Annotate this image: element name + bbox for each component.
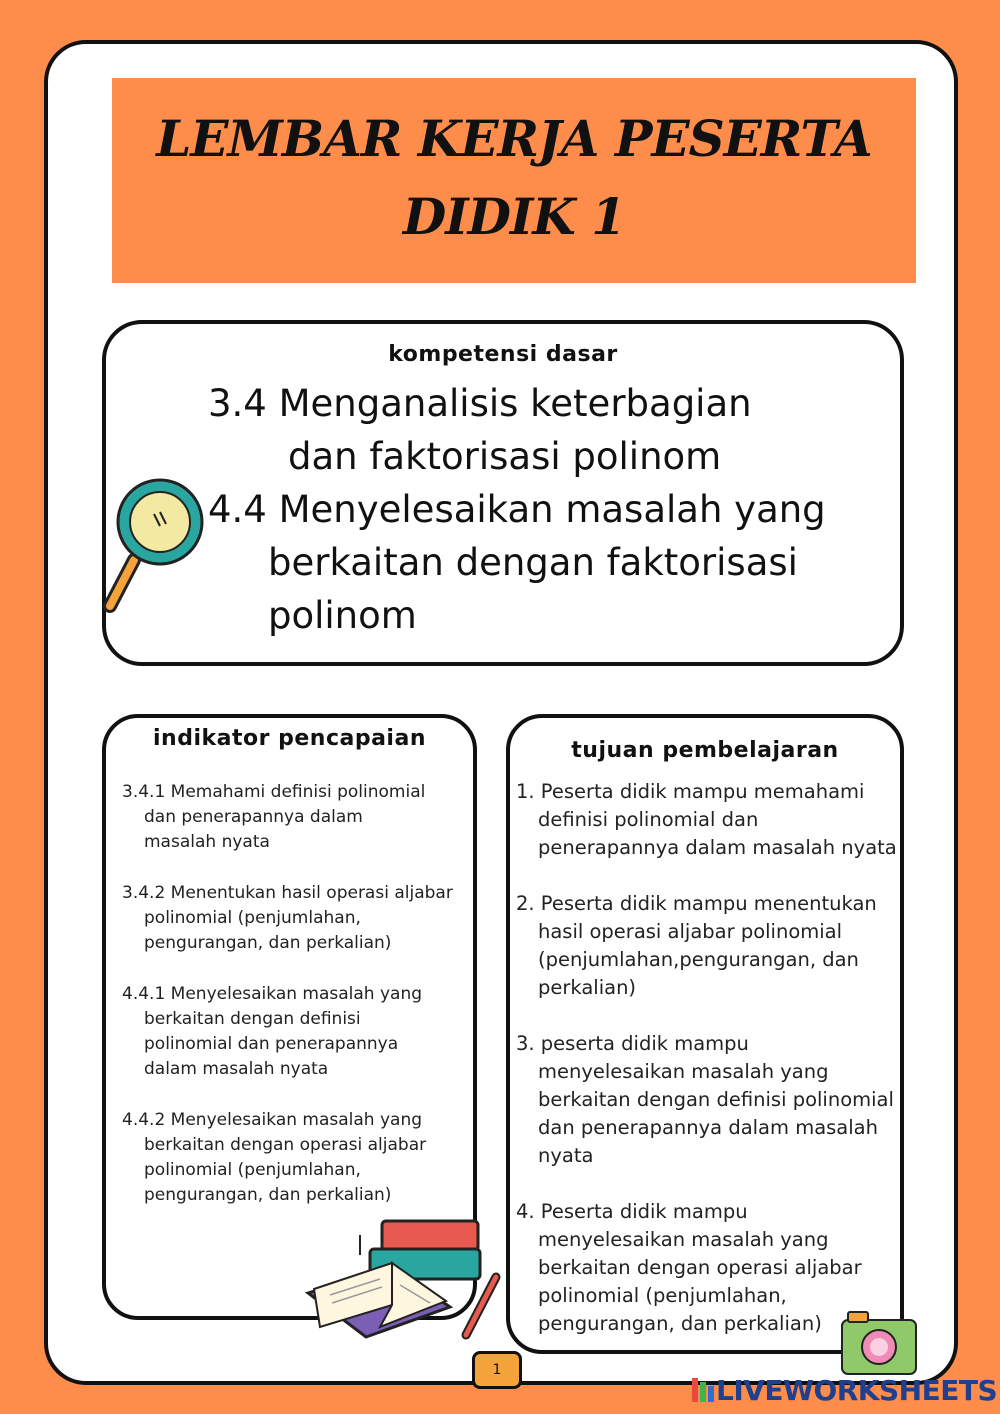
indikator-item <box>122 982 467 1082</box>
indikator-item <box>122 881 467 956</box>
indikator-text: berkaitan dengan definisi <box>144 1009 361 1029</box>
books-icon <box>300 1215 505 1345</box>
kompetensi-line: 4.4 Menyelesaikan masalah yang <box>208 488 826 531</box>
kompetensi-line: 3.4 Menganalisis keterbagian <box>208 382 752 425</box>
indikator-text: polinomial dan penerapannya <box>144 1034 399 1054</box>
indikator-text: masalah nyata <box>144 832 270 852</box>
tujuan-box <box>506 714 904 1354</box>
tujuan-text: penerapannya dalam masalah nyata <box>538 836 897 859</box>
tujuan-text: nyata <box>538 1144 594 1167</box>
page-number-badge: 1 <box>472 1351 522 1389</box>
tujuan-heading: tujuan pembelajaran <box>571 738 839 763</box>
indikator-text: Memahami definisi polinomial <box>170 782 426 802</box>
indikator-item <box>122 1108 467 1208</box>
liveworksheets-logo-icon <box>692 1378 714 1402</box>
indikator-text: pengurangan, dan perkalian) <box>144 933 392 953</box>
tujuan-text: berkaitan dengan operasi aljabar <box>538 1256 862 1279</box>
tujuan-text: polinomial (penjumlahan, <box>538 1284 787 1307</box>
indikator-text: dan penerapannya dalam <box>144 807 363 827</box>
kompetensi-line: berkaitan dengan faktorisasi <box>268 541 798 584</box>
indikator-text: Menyelesaikan masalah yang <box>170 984 423 1004</box>
magnifier-icon <box>100 478 212 618</box>
tujuan-text: perkalian) <box>538 976 637 999</box>
tujuan-item <box>516 1030 900 1170</box>
tujuan-item <box>516 778 900 862</box>
indikator-number: 4.4.2 <box>122 1110 166 1130</box>
title-line-1: LEMBAR KERJA PESERTA <box>156 109 872 168</box>
camera-icon <box>838 1308 920 1378</box>
indikator-text: Menentukan hasil operasi aljabar <box>170 883 453 903</box>
tujuan-text: pengurangan, dan perkalian) <box>538 1312 822 1335</box>
tujuan-text: menyelesaikan masalah yang <box>538 1228 829 1251</box>
indikator-heading: indikator pencapaian <box>153 726 426 751</box>
indikator-text: polinomial (penjumlahan, <box>144 908 361 928</box>
indikator-text: Menyelesaikan masalah yang <box>170 1110 423 1130</box>
tujuan-text: definisi polinomial dan <box>538 808 759 831</box>
kompetensi-dasar-box <box>102 320 904 666</box>
indikator-number: 3.4.2 <box>122 883 166 903</box>
kompetensi-line: dan faktorisasi polinom <box>288 435 722 478</box>
tujuan-text: 2. Peserta didik mampu menentukan <box>516 892 877 915</box>
tujuan-text: hasil operasi aljabar polinomial <box>538 920 843 943</box>
tujuan-text: 1. Peserta didik mampu memahami <box>516 780 865 803</box>
indikator-text: dalam masalah nyata <box>144 1059 329 1079</box>
tujuan-item <box>516 890 900 1002</box>
page-title <box>112 100 916 256</box>
indikator-text: polinomial (penjumlahan, <box>144 1160 361 1180</box>
kompetensi-line: polinom <box>268 594 417 637</box>
tujuan-text: 4. Peserta didik mampu <box>516 1200 748 1223</box>
tujuan-text: (penjumlahan,pengurangan, dan <box>538 948 859 971</box>
tujuan-text: menyelesaikan masalah yang <box>538 1060 829 1083</box>
indikator-text: berkaitan dengan operasi aljabar <box>144 1135 427 1155</box>
tujuan-text: 3. peserta didik mampu <box>516 1032 749 1055</box>
watermark-logo[interactable]: LIVEWORKSHEETS <box>716 1374 998 1407</box>
kompetensi-heading: kompetensi dasar <box>388 342 618 367</box>
indikator-number: 3.4.1 <box>122 782 166 802</box>
indikator-number: 4.4.1 <box>122 984 166 1004</box>
indikator-item <box>122 780 467 855</box>
tujuan-text: dan penerapannya dalam masalah <box>538 1116 878 1139</box>
title-line-2: DIDIK 1 <box>402 187 626 246</box>
tujuan-text: berkaitan dengan definisi polinomial <box>538 1088 894 1111</box>
indikator-text: pengurangan, dan perkalian) <box>144 1185 392 1205</box>
